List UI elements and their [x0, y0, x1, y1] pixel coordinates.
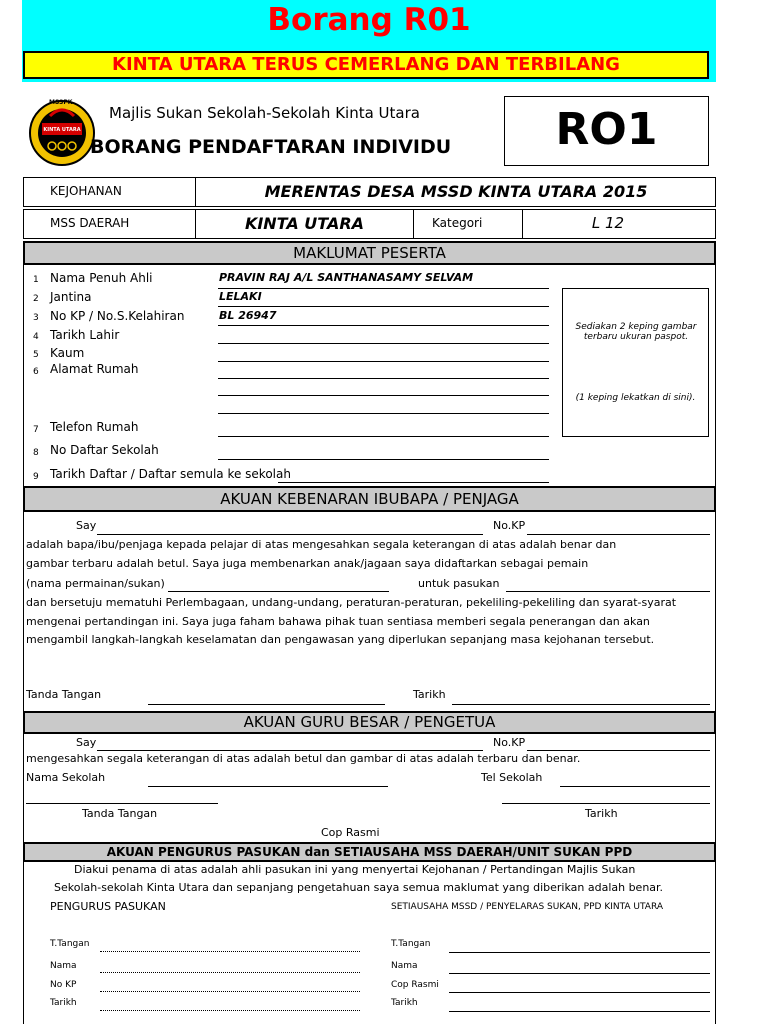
team-line[interactable]	[506, 591, 710, 592]
left-nokp-label: No KP	[50, 980, 77, 990]
field-line	[218, 288, 549, 289]
org-name: Majlis Sukan Sekolah-Sekolah Kinta Utara	[109, 104, 420, 122]
section-akuan-ibubapa: AKUAN KEBENARAN IBUBAPA / PENJAGA	[23, 486, 716, 512]
nokp-line[interactable]	[527, 534, 710, 535]
school-name-line[interactable]	[148, 786, 388, 787]
field-line[interactable]	[218, 361, 549, 362]
mss-value[interactable]: KINTA UTARA	[244, 214, 365, 233]
left-nama-label: Nama	[50, 961, 77, 971]
stamp-label: Cop Rasmi	[321, 826, 380, 839]
section-akuan-pengurus: AKUAN PENGURUS PASUKAN dan SETIAUSAHA MSS DAERAH/UNIT SUKAN PPD	[23, 842, 716, 862]
field-line[interactable]	[218, 395, 549, 396]
mssd-logo	[28, 96, 96, 170]
field-line[interactable]	[278, 482, 549, 483]
left-tarikh-label: Tarikh	[50, 998, 77, 1008]
mss-label: MSS DAERAH	[50, 216, 130, 230]
field-num: 7	[33, 425, 39, 435]
field-num: 2	[33, 294, 39, 304]
photo-box[interactable]	[562, 288, 709, 437]
kejohanan-value[interactable]: MERENTAS DESA MSSD KINTA UTARA 2015	[264, 182, 648, 201]
field-label: Telefon Rumah	[50, 420, 139, 434]
field-num: 5	[33, 350, 39, 360]
photo-note: Sediakan 2 keping gambar terbaru ukuran paspot.	[575, 322, 697, 342]
left-nama-line[interactable]	[100, 972, 360, 973]
right-tarikh-label: Tarikh	[391, 998, 418, 1008]
field-label: Nama Penuh Ahli	[50, 271, 153, 285]
field-line[interactable]	[218, 413, 549, 414]
field-label: Kaum	[50, 346, 85, 360]
parent-date-label: Tarikh	[413, 688, 446, 701]
parent-line-3b: untuk pasukan	[418, 577, 500, 590]
nokp-label: No.KP	[493, 519, 526, 532]
field-num: 6	[33, 367, 39, 377]
right-tarikh-line[interactable]	[449, 1011, 710, 1012]
field-line[interactable]	[218, 378, 549, 379]
left-tangan-label: T.Tangan	[50, 939, 90, 949]
team-right-title: SETIAUSAHA MSSD / PENYELARAS SUKAN, PPD KINTA UTARA	[391, 902, 664, 912]
right-cop-line[interactable]	[449, 992, 710, 993]
form-code: RO1	[555, 104, 658, 155]
field-line[interactable]	[218, 459, 549, 460]
field-num: 1	[33, 275, 39, 285]
hm-sign-label: Tanda Tangan	[82, 807, 158, 820]
school-name-label: Nama Sekolah	[26, 771, 106, 784]
field-value-nokp[interactable]: BL 26947	[219, 309, 277, 322]
field-label: Alamat Rumah	[50, 362, 139, 376]
tel-label: Tel Sekolah	[481, 771, 543, 784]
parent-line-6: mengambil langkah-langkah keselamatan dan pengawasan yang diperlukan sepanjang masa kejohanan tersebut.	[26, 633, 655, 646]
field-value-nama[interactable]: PRAVIN RAJ A/L SANTHANASAMY SELVAM	[219, 271, 474, 284]
field-line[interactable]	[218, 343, 549, 344]
hm-sign-line[interactable]	[26, 803, 218, 804]
field-line	[218, 306, 549, 307]
parent-line-3a: (nama permainan/sukan)	[26, 577, 165, 590]
parent-line-5: mengenai pertandingan ini. Saya juga faham bahawa pihak tuan sentiasa memberi segala penerangan dan akan	[26, 615, 650, 628]
hm-date-label: Tarikh	[585, 807, 618, 820]
field-label: Tarikh Daftar / Daftar semula ke sekolah	[50, 467, 291, 481]
hm-say-label: Say	[76, 736, 97, 749]
parent-line-2: gambar terbaru adalah betul. Saya juga membenarkan anak/jagaan saya didaftarkan sebagai pemain	[26, 557, 589, 570]
section-maklumat-peserta: MAKLUMAT PESERTA	[23, 241, 716, 265]
sport-line[interactable]	[168, 591, 389, 592]
left-tangan-line[interactable]	[100, 951, 360, 952]
parent-line-1: adalah bapa/ibu/penjaga kepada pelajar di atas mengesahkan segala keterangan di atas adalah benar dan	[26, 538, 617, 551]
form-title: BORANG PENDAFTARAN INDIVIDU	[90, 136, 452, 158]
field-label: Jantina	[50, 290, 92, 304]
right-tangan-line[interactable]	[449, 952, 710, 953]
section-akuan-guru-besar: AKUAN GURU BESAR / PENGETUA	[23, 711, 716, 734]
logo-top-text: MSSPK	[49, 99, 73, 106]
say-line[interactable]	[97, 534, 483, 535]
parent-date-line[interactable]	[452, 704, 710, 705]
hm-say-line[interactable]	[97, 750, 483, 751]
say-label: Say	[76, 519, 97, 532]
team-line-2: Sekolah-sekolah Kinta Utara dan sepanjang pengetahuan saya semua maklumat yang diberikan adalah benar.	[54, 881, 664, 894]
left-tarikh-line[interactable]	[100, 1010, 360, 1011]
hm-nokp-label: No.KP	[493, 736, 526, 749]
field-value-jantina[interactable]: LELAKI	[219, 290, 262, 303]
left-nokp-line[interactable]	[100, 991, 360, 992]
hm-date-line[interactable]	[502, 803, 710, 804]
logo-mid-text: KINTA UTARA	[43, 127, 81, 133]
field-label: No Daftar Sekolah	[50, 443, 159, 457]
field-num: 3	[33, 313, 39, 323]
parent-line-4: dan bersetuju mematuhi Perlembagaan, undang-undang, peraturan-peraturan, pekeliling-pekeliling dan syarat-syarat	[26, 596, 677, 609]
row-divider	[413, 209, 414, 239]
hm-line-1: mengesahkan segala keterangan di atas adalah betul dan gambar di atas adalah terbaru dan benar.	[26, 752, 581, 765]
parent-sign-line[interactable]	[148, 704, 385, 705]
right-nama-line[interactable]	[449, 973, 710, 974]
right-nama-label: Nama	[391, 961, 418, 971]
field-line	[218, 325, 549, 326]
kejohanan-label: KEJOHANAN	[50, 184, 122, 198]
tel-line[interactable]	[560, 786, 710, 787]
parent-sign-label: Tanda Tangan	[26, 688, 102, 701]
kategori-value[interactable]: L 12	[591, 214, 625, 232]
field-num: 8	[33, 448, 39, 458]
field-line[interactable]	[218, 436, 549, 437]
hm-nokp-line[interactable]	[527, 750, 710, 751]
right-tangan-label: T.Tangan	[391, 939, 431, 949]
team-line-1: Diakui penama di atas adalah ahli pasukan ini yang menyertai Kejohanan / Pertandingan Majlis Sukan	[74, 863, 636, 876]
field-label: Tarikh Lahir	[50, 328, 120, 342]
photo-note-2: (1 keping lekatkan di sini).	[575, 393, 696, 403]
slogan-text: KINTA UTARA TERUS CEMERLANG DAN TERBILANG	[112, 54, 620, 75]
form-banner-title: Borang R01	[267, 2, 471, 38]
field-num: 9	[33, 472, 39, 482]
kategori-label: Kategori	[432, 216, 483, 230]
right-cop-label: Cop Rasmi	[391, 980, 439, 990]
team-left-title: PENGURUS PASUKAN	[50, 900, 166, 913]
field-label: No KP / No.S.Kelahiran	[50, 309, 185, 323]
field-num: 4	[33, 332, 39, 342]
